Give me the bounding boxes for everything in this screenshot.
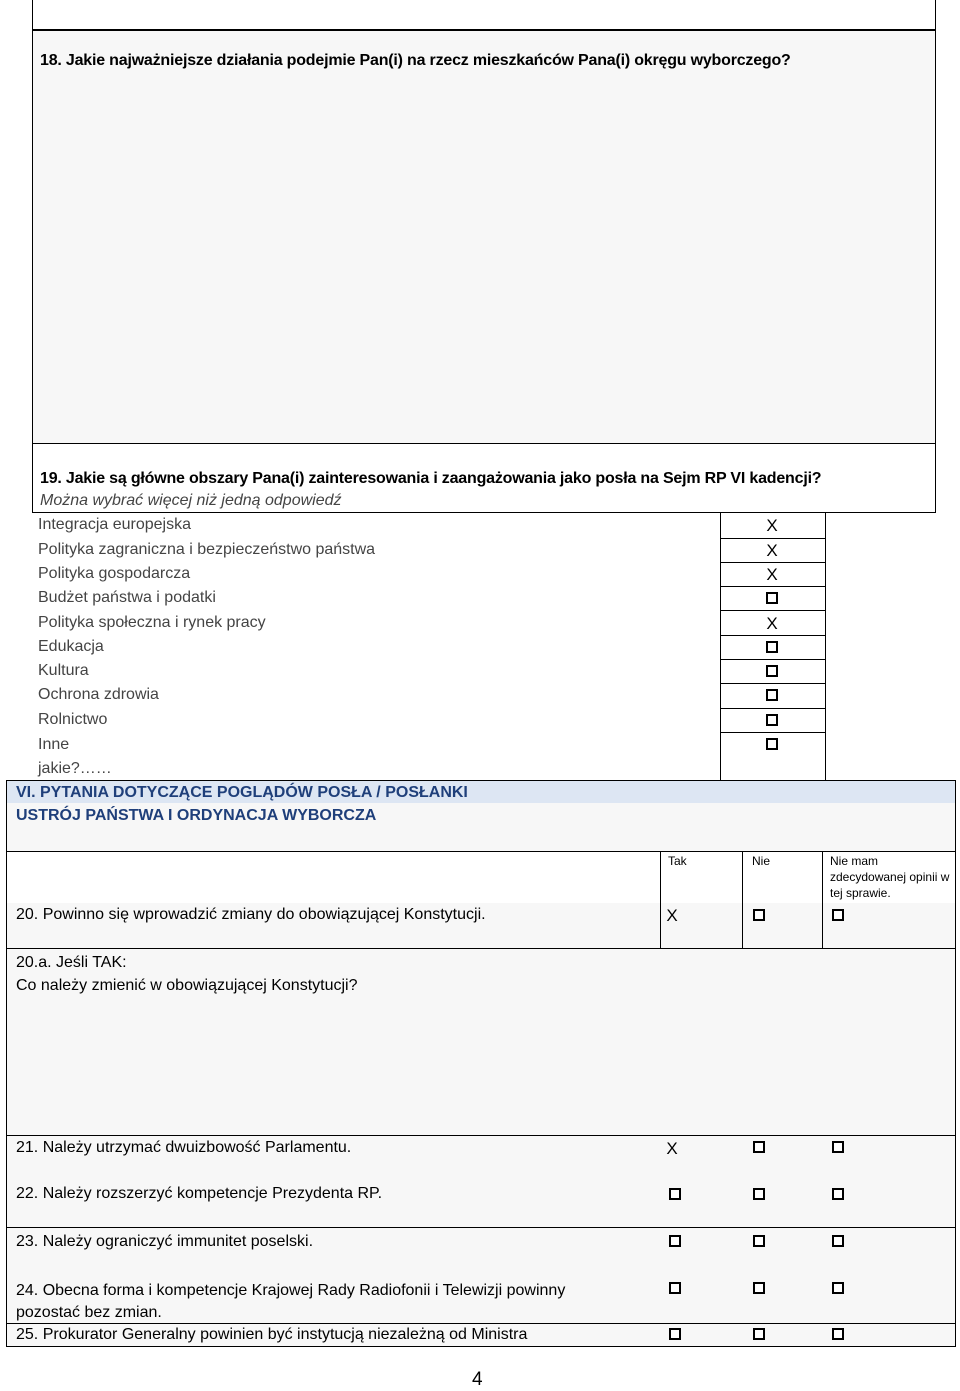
q19-other-prompt: jakie?…… [38, 760, 112, 777]
q18-question: 18. Jakie najważniejsze działania podejmie Pan(i) na rzecz mieszkańców Pana(i) okręgu wyborczego? [40, 52, 791, 69]
q23-yes-checkbox[interactable] [669, 1235, 681, 1247]
q24-question: 24. Obecna forma i kompetencje Krajowej Rady Radiofonii i Telewizji powinny pozostać bez zmian. [16, 1282, 566, 1321]
q19-checkbox[interactable] [766, 689, 778, 701]
q25-undecided-checkbox[interactable] [832, 1328, 844, 1340]
section-title: VI. PYTANIA DOTYCZĄCE POGLĄDÓW POSŁA / POSŁANKI [16, 784, 468, 801]
q21-no-checkbox[interactable] [753, 1141, 765, 1153]
q19-option-label: Rolnictwo [38, 711, 108, 728]
q20a-line2: Co należy zmienić w obowiązującej Konstytucji? [16, 977, 358, 994]
column-no-label: Nie [752, 854, 771, 868]
q20-no-checkbox[interactable] [753, 909, 765, 921]
section-subtitle: USTRÓJ PAŃSTWA I ORDYNACJA WYBORCZA [16, 807, 377, 824]
q19-option-label: Kultura [38, 662, 89, 679]
q24-yes-checkbox[interactable] [669, 1282, 681, 1294]
q19-option-label: Inne [38, 736, 70, 753]
q19-checkbox[interactable] [766, 641, 778, 653]
q23-no-checkbox[interactable] [753, 1235, 765, 1247]
q20-undecided-checkbox[interactable] [832, 909, 844, 921]
q19-question: 19. Jakie są główne obszary Pana(i) zainteresowania i zaangażowania jako posła na Sejm RP VI kadencji? [40, 470, 822, 487]
q19-mark-x[interactable]: X [766, 565, 778, 584]
q23-question: 23. Należy ograniczyć immunitet poselski. [16, 1233, 314, 1250]
q18-box [32, 30, 936, 444]
q22-undecided-checkbox[interactable] [832, 1188, 844, 1200]
q19-mark-x[interactable]: X [766, 541, 778, 560]
q25-no-checkbox[interactable] [753, 1328, 765, 1340]
column-header-row [6, 851, 956, 903]
q19-option-label: Integracja europejska [38, 516, 191, 533]
q22-no-checkbox[interactable] [753, 1188, 765, 1200]
q19-option-label: Ochrona zdrowia [38, 686, 159, 703]
q19-option-label: Polityka zagraniczna i bezpieczeństwo państwa [38, 541, 376, 558]
q19-hint: Można wybrać więcej niż jedną odpowiedź [40, 492, 342, 509]
q21-question: 21. Należy utrzymać dwuizbowość Parlamentu. [16, 1139, 352, 1156]
column-yes-label: Tak [668, 854, 687, 868]
q23-undecided-checkbox[interactable] [832, 1235, 844, 1247]
q19-mark-x[interactable]: X [766, 614, 778, 633]
q24-no-checkbox[interactable] [753, 1282, 765, 1294]
q20-yes-mark[interactable]: X [666, 906, 678, 925]
q19-mark-x[interactable]: X [766, 516, 778, 535]
q21-undecided-checkbox[interactable] [832, 1141, 844, 1153]
column-undecided-label: Nie mam zdecydowanej opinii w tej sprawie. [830, 854, 950, 900]
q22-question: 22. Należy rozszerzyć kompetencje Prezydenta RP. [16, 1185, 383, 1202]
q19-checkbox[interactable] [766, 738, 778, 750]
q19-option-label: Polityka gospodarcza [38, 565, 191, 582]
q20-question: 20. Powinno się wprowadzić zmiany do obowiązującej Konstytucji. [16, 906, 486, 923]
q20a-line1: 20.a. Jeśli TAK: [16, 954, 127, 971]
q19-checkbox[interactable] [766, 714, 778, 726]
q25-question: 25. Prokurator Generalny powinien być instytucją niezależną od Ministra [16, 1326, 528, 1343]
q19-checkbox[interactable] [766, 665, 778, 677]
q19-option-label: Edukacja [38, 638, 104, 655]
top-empty-box [32, 0, 936, 30]
q22-yes-checkbox[interactable] [669, 1188, 681, 1200]
page-number: 4 [472, 1369, 483, 1390]
q19-checkbox[interactable] [766, 592, 778, 604]
q25-yes-checkbox[interactable] [669, 1328, 681, 1340]
q19-option-label: Polityka społeczna i rynek pracy [38, 614, 266, 631]
q24-undecided-checkbox[interactable] [832, 1282, 844, 1294]
q21-yes-mark[interactable]: X [666, 1139, 678, 1158]
q19-option-label: Budżet państwa i podatki [38, 589, 216, 606]
